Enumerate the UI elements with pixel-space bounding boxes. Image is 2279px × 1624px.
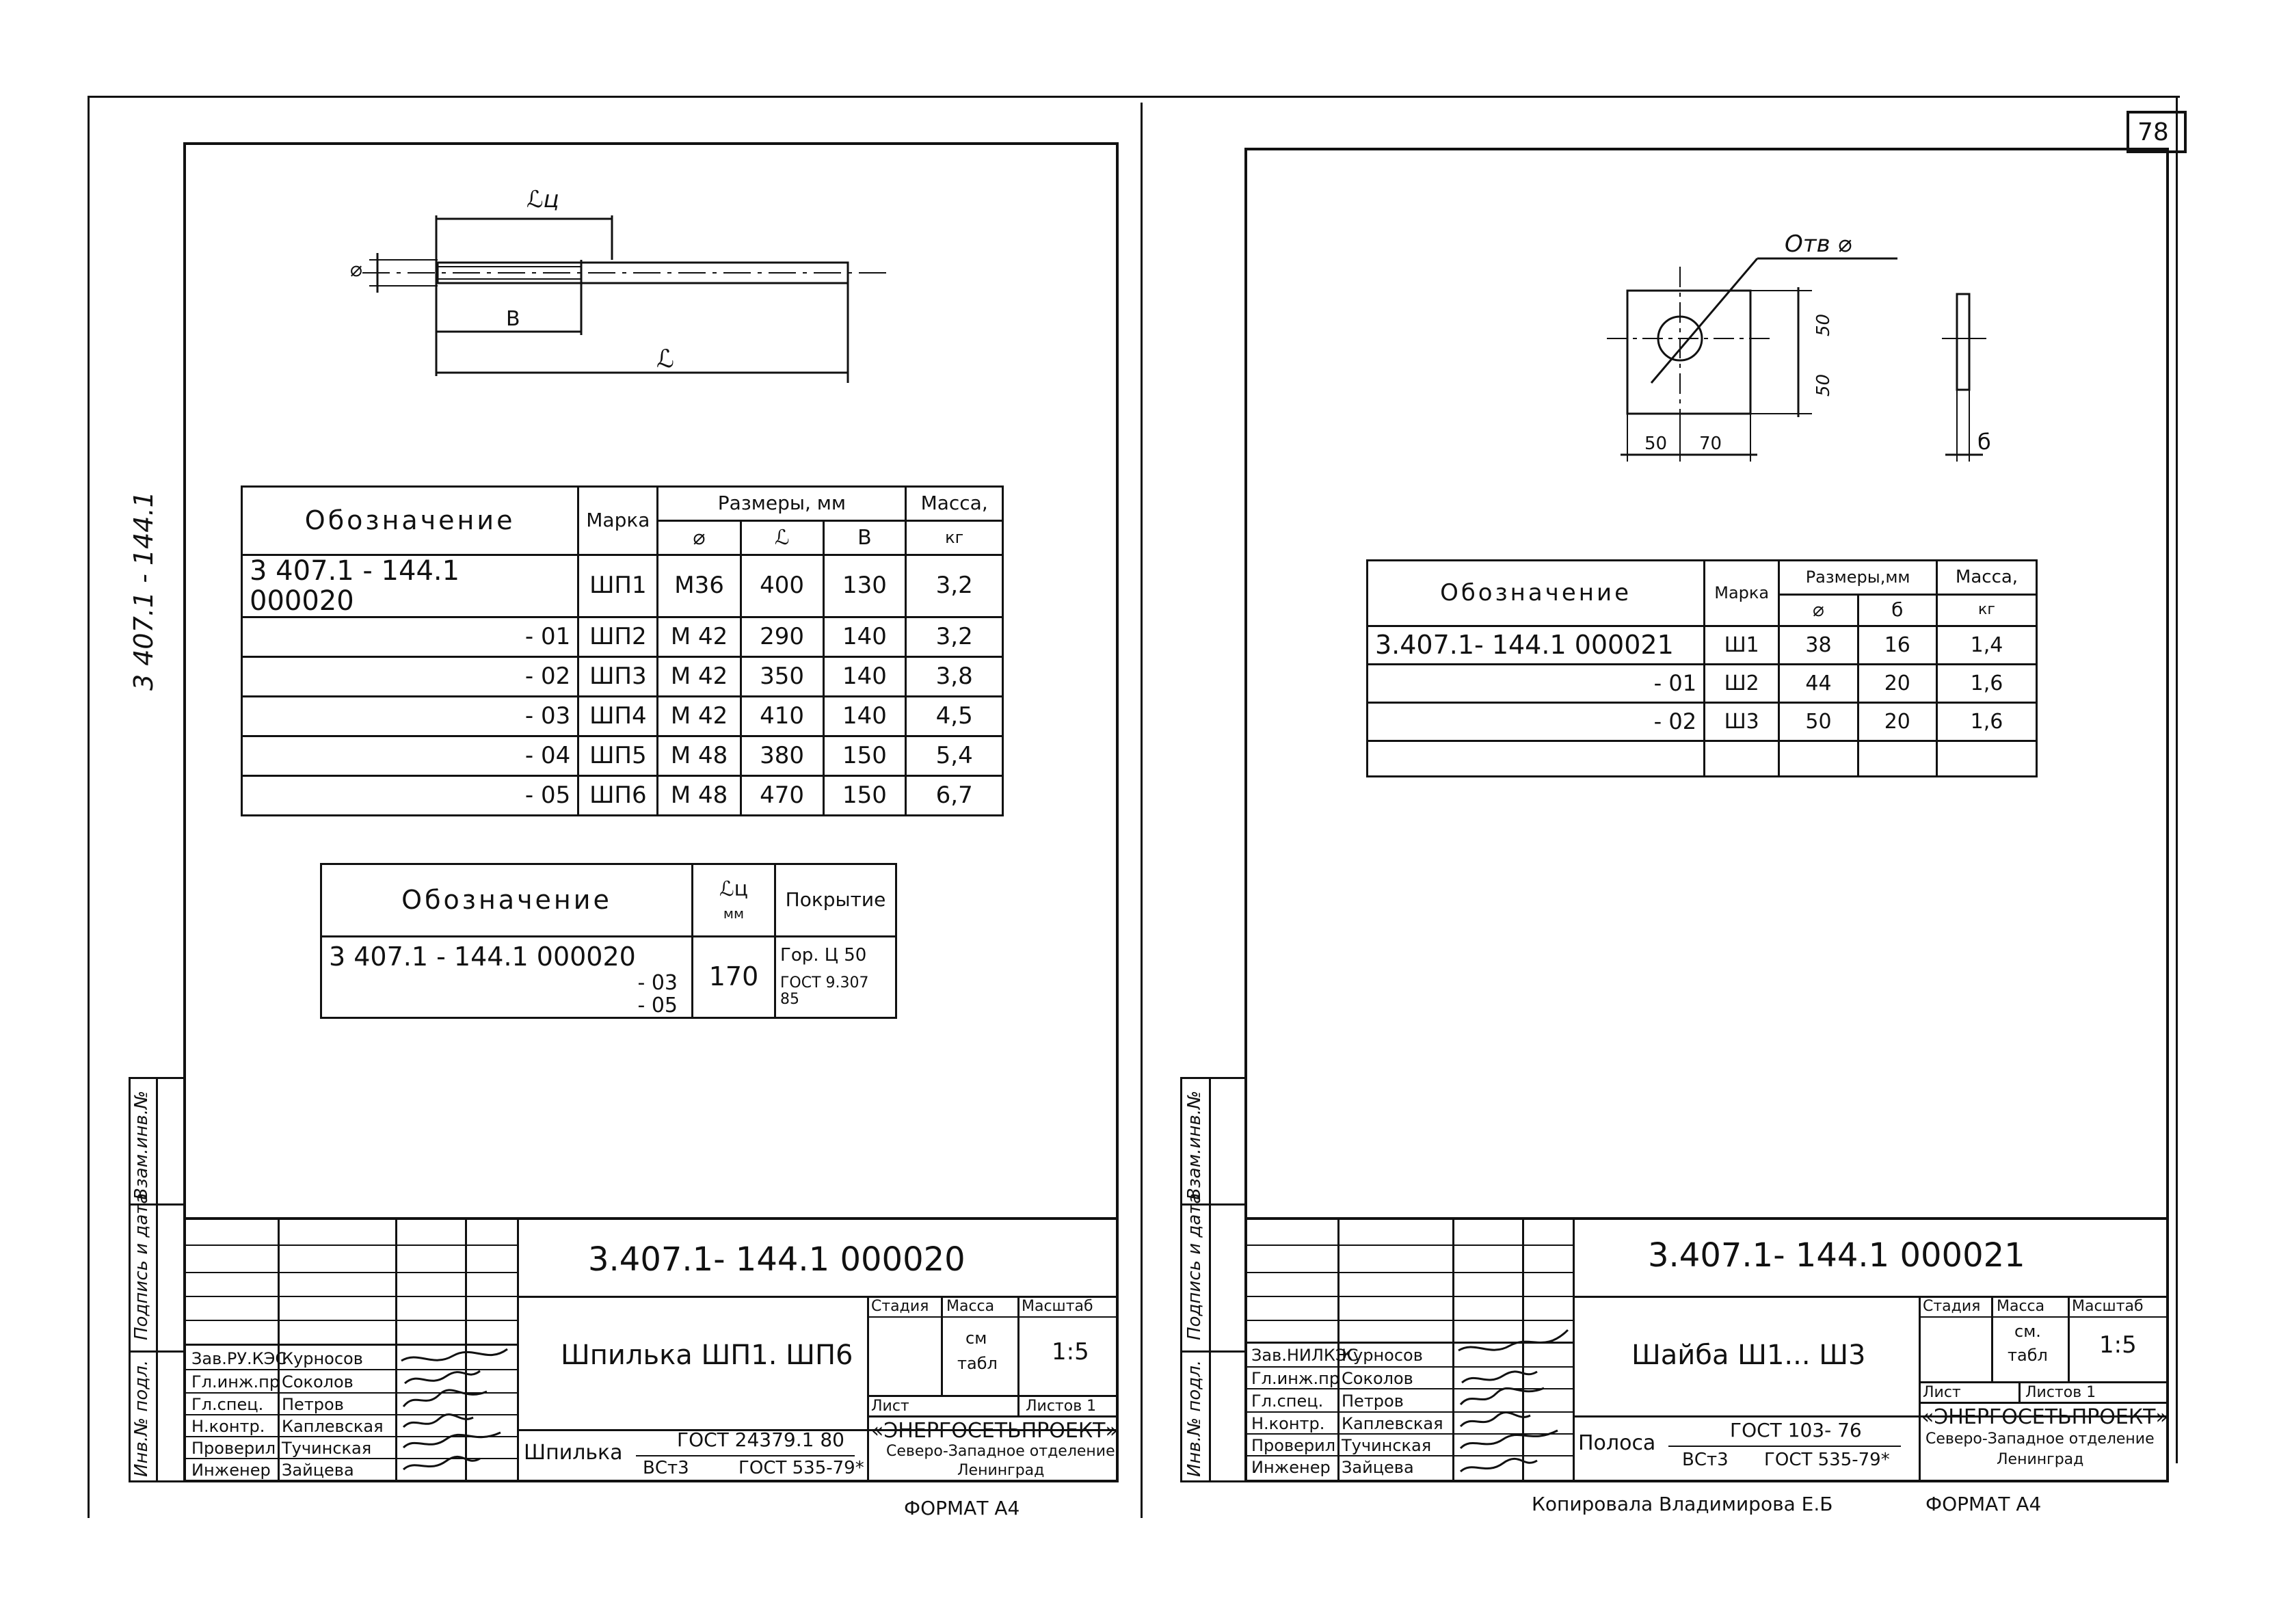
cell-L: 380 [741,736,823,776]
left-sheets-label: Листов 1 [1026,1398,1097,1415]
left-material-gost: ГОСТ 24379.1 80 [677,1428,844,1451]
side-label-sign: Подпись и дата [131,1193,152,1340]
right-material-gost2: ГОСТ 535-79* [1764,1450,1890,1470]
tb-vline [1991,1296,1993,1381]
cell-phi: 50 [1779,703,1858,741]
side-label-inv: Инв.№ подл. [131,1359,152,1477]
hole-label: Отв ⌀ [1785,230,1852,258]
cell-phi: М 42 [658,657,741,697]
side-label-sign: Подпись и дата [1184,1193,1205,1340]
tb-vline [1017,1395,1019,1415]
left-org: «ЭНЕРГОСЕТЬПРОЕКТ» [871,1419,1118,1443]
table-row [242,776,1003,816]
cell-B: 140 [823,617,906,657]
cell-B: 140 [823,697,906,736]
role-2: Гл.спец. [1251,1392,1324,1411]
sheet-number: 78 [2137,118,2169,146]
tb-hline [1247,1244,1573,1246]
role-3: Н.контр. [1251,1414,1325,1433]
th-lc [693,864,775,937]
right-material-name: Полоса [1578,1431,1656,1455]
table-row [1368,626,2037,665]
cell-B: 150 [823,736,906,776]
th-lc-label: ℒц [719,877,749,901]
cell-mark: ШП3 [578,657,658,697]
right-doc-number: 3.407.1- 144.1 000021 [1648,1236,2025,1275]
cell-mass: 1,6 [1936,703,2036,741]
th-mark: Марка [578,487,658,555]
th-B: В [823,521,906,555]
cell-delta: 20 [1858,665,1936,703]
left-doc-number: 3.407.1- 144.1 000020 [588,1240,965,1279]
name-4: Тучинская [1342,1436,1432,1455]
table-row [242,697,1003,736]
left-sheet-label: Лист [871,1398,909,1415]
tb-hline [186,1320,517,1321]
table-row [242,555,1003,617]
table-row [242,736,1003,776]
washer-spec-table [1366,559,2038,777]
right-side-strip-divider-2 [1180,1350,1247,1353]
name-3: Каплевская [1342,1414,1443,1433]
coating-sub-2: - 05 [637,993,678,1017]
cell-mark: ШП2 [578,617,658,657]
cell-mark: Ш2 [1705,665,1779,703]
name-4: Тучинская [282,1439,372,1458]
left-stage-label: Стадия [871,1298,929,1315]
th-delta: б [1858,595,1936,626]
cell-designation: 3 407.1 - 144.1 000020 [242,555,578,617]
th-kg: кг [1936,595,2036,626]
dim-phi-label: ⌀ [350,258,363,282]
cell-mass: 1,4 [1936,626,2036,665]
left-org-city: Ленинград [957,1462,1045,1479]
cell-L: 410 [741,697,823,736]
cell-phi: М 48 [658,736,741,776]
coating-line-1: Гор. Ц 50 [780,945,867,966]
cell-designation: - 01 [1368,665,1705,703]
left-scale-label: Масштаб [1022,1298,1093,1315]
cell-phi: М36 [658,555,741,617]
name-3: Каплевская [282,1417,384,1436]
th-sizes: Размеры, мм [658,487,906,521]
dim-70: 70 [1699,434,1722,454]
role-0: Зав.НИЛКЭС [1251,1346,1359,1365]
signatures [398,1344,514,1480]
right-sheets-label: Листов 1 [2025,1384,2096,1401]
right-material-steel: ВСт3 [1682,1450,1729,1470]
coating-table [320,863,897,1019]
left-side-strip-inner [156,1077,158,1482]
cell-B: 130 [823,555,906,617]
role-1: Гл.инж.пр [1251,1369,1340,1388]
cell-mass: 1,6 [1936,665,2036,703]
side-label-replace: Взам.инв.№ [131,1091,152,1200]
role-5: Инженер [191,1461,271,1480]
table-row [1368,665,2037,703]
tb-hline [867,1415,1119,1417]
cell-delta: 16 [1858,626,1936,665]
table-row [321,937,896,1018]
cell-B: 140 [823,657,906,697]
format-left: ФОРМАТ А4 [904,1497,1020,1519]
dim-50-a: 50 [1813,313,1834,336]
th-designation: Обозначение [321,864,693,937]
margin-label: 3 407.1 - 144.1 [129,491,159,691]
cell-mark: ШП5 [578,736,658,776]
tb-vline [1017,1296,1019,1395]
coating-sub-1: - 03 [637,970,678,995]
cell-L: 350 [741,657,823,697]
cell-phi [1779,741,1858,777]
cell-L: 400 [741,555,823,617]
dim-50-b: 50 [1813,373,1834,397]
cell-designation: 3.407.1- 144.1 000021 [1368,626,1705,665]
cell-designation: - 02 [242,657,578,697]
tb-hline [186,1272,517,1273]
dim-lc-label: ℒц [527,186,559,213]
role-5: Инженер [1251,1458,1331,1477]
name-0: Курносов [282,1349,363,1368]
right-stage-label: Стадия [1923,1298,1981,1315]
cell-mark: ШП1 [578,555,658,617]
cell-phi: М 42 [658,617,741,657]
cell-mass: 3,8 [906,657,1003,697]
cell-L: 290 [741,617,823,657]
cell-mark: ШП4 [578,697,658,736]
tb-hline [867,1395,1119,1397]
cell-mass: 3,2 [906,555,1003,617]
th-mass: Масса, [1936,561,2036,595]
dim-l-label: ℒ [656,345,674,373]
th-coating: Покрытие [775,864,896,937]
material-underline [1668,1446,1901,1447]
left-mass-value: см [965,1329,987,1348]
th-kg: кг [906,521,1003,555]
right-material-gost: ГОСТ 103- 76 [1730,1419,1862,1441]
tb-hline [1247,1296,1573,1297]
left-org-branch: Северо-Западное отделение [886,1443,1115,1460]
coating-designation: 3 407.1 - 144.1 000020 [329,942,636,972]
cell-L: 470 [741,776,823,816]
cell-designation: - 04 [242,736,578,776]
cell-mass: 6,7 [906,776,1003,816]
cell-designation: - 05 [242,776,578,816]
right-scale-label: Масштаб [2072,1298,2144,1315]
tb-vline [1573,1217,1575,1482]
th-L: ℒ [741,521,823,555]
cell-mass: 3,2 [906,617,1003,657]
tb-hline [186,1296,517,1297]
tb-hline [1919,1402,2169,1404]
right-mass-label: Масса [1997,1298,2045,1315]
page-top-border [88,96,2180,98]
name-1: Соколов [1342,1369,1413,1388]
right-doc-name: Шайба Ш1... Ш3 [1631,1340,1866,1371]
name-5: Зайцева [1342,1458,1414,1477]
right-scale-value: 1:5 [2099,1331,2137,1359]
side-label-inv: Инв.№ подл. [1184,1359,1205,1477]
tb-vline [1452,1217,1454,1482]
cell-phi: 44 [1779,665,1858,703]
cell-designation: - 01 [242,617,578,657]
role-1: Гл.инж.пр [191,1372,280,1392]
cell-mass: 4,5 [906,697,1003,736]
cell-phi: М 48 [658,776,741,816]
role-3: Н.контр. [191,1417,265,1436]
tb-hline [867,1316,1119,1318]
dim-b-label: В [506,307,520,331]
th-phi: ⌀ [658,521,741,555]
table-row [1368,703,2037,741]
name-2: Петров [282,1395,344,1414]
stud-drawing [342,178,903,397]
cell-lc: 170 [693,937,775,1018]
role-2: Гл.спец. [191,1395,264,1414]
tb-vline [2018,1381,2021,1402]
cell-mark: Ш1 [1705,626,1779,665]
th-designation: Обозначение [1368,561,1705,626]
right-org-branch: Северо-Западное отделение [1925,1430,2155,1448]
cell-mass: 5,4 [906,736,1003,776]
side-label-replace: Взам.инв.№ [1184,1091,1205,1200]
cell-mass [1936,741,2036,777]
tb-hline [1919,1316,2169,1318]
page-center-fold [1141,103,1143,1518]
cell-designation: - 03 [242,697,578,736]
table-row [1368,741,2037,777]
name-1: Соколов [282,1372,354,1392]
th-phi: ⌀ [1779,595,1858,626]
cell-delta [1858,741,1936,777]
material-underline [636,1455,855,1456]
left-doc-name: Шпилька ШП1. ШП6 [561,1340,853,1371]
cell-designation [1368,741,1705,777]
cell-delta: 20 [1858,703,1936,741]
table-row [242,617,1003,657]
left-mass-label: Масса [946,1298,995,1315]
cell-phi: 38 [1779,626,1858,665]
coating-line-2: ГОСТ 9.307 85 [780,974,869,1009]
stud-spec-table [241,485,1004,816]
th-designation: Обозначение [242,487,578,555]
cell-mark: ШП6 [578,776,658,816]
right-side-strip-inner [1209,1077,1211,1482]
page-left-border [88,96,90,1518]
copied-by: Копировала Владимирова Е.Б [1532,1493,1833,1515]
dim-delta: б [1977,429,1991,455]
tb-hline [1247,1272,1573,1273]
cell-designation: - 02 [1368,703,1705,741]
left-scale-value: 1:5 [1052,1338,1089,1366]
cell-coating [775,937,896,1018]
tb-vline [1919,1296,1921,1482]
dim-50-c: 50 [1644,434,1668,454]
cell-phi: М 42 [658,697,741,736]
right-org: «ЭНЕРГОСЕТЬПРОЕКТ» [1921,1405,2168,1429]
tb-vline [2068,1296,2070,1381]
right-sheet-label: Лист [1923,1384,1961,1401]
signatures [1455,1320,1571,1481]
right-mass-value: см. [2014,1322,2041,1341]
left-mass-value2: табл [957,1354,998,1373]
left-material-name: Шпилька [524,1441,623,1465]
tb-vline [517,1217,519,1482]
table-row [242,657,1003,697]
cell-mark [1705,741,1779,777]
cell-B: 150 [823,776,906,816]
th-mark: Марка [1705,561,1779,626]
page-right-border [2176,96,2178,1463]
right-mass-value2: табл [2008,1346,2048,1365]
tb-hline [186,1244,517,1246]
th-sizes: Размеры,мм [1779,561,1937,595]
name-5: Зайцева [282,1461,354,1480]
tb-vline [867,1296,869,1482]
role-4: Проверил [191,1439,276,1458]
right-org-city: Ленинград [1997,1451,2084,1468]
role-0: Зав.РУ.КЭС [191,1349,287,1368]
name-2: Петров [1342,1392,1404,1411]
left-material-steel: ВСт3 [643,1458,689,1478]
cell-mark: Ш3 [1705,703,1779,741]
name-0: Курносов [1342,1346,1423,1365]
tb-vline [941,1296,943,1395]
left-material-gost2: ГОСТ 535-79* [738,1458,864,1478]
th-mass: Масса, [906,487,1003,521]
th-lc-unit: мм [723,905,745,922]
tb-vline [395,1217,397,1482]
role-4: Проверил [1251,1436,1336,1455]
tb-hline [1919,1381,2169,1383]
cell-designation [321,937,693,1018]
format-right: ФОРМАТ А4 [1925,1493,2042,1515]
